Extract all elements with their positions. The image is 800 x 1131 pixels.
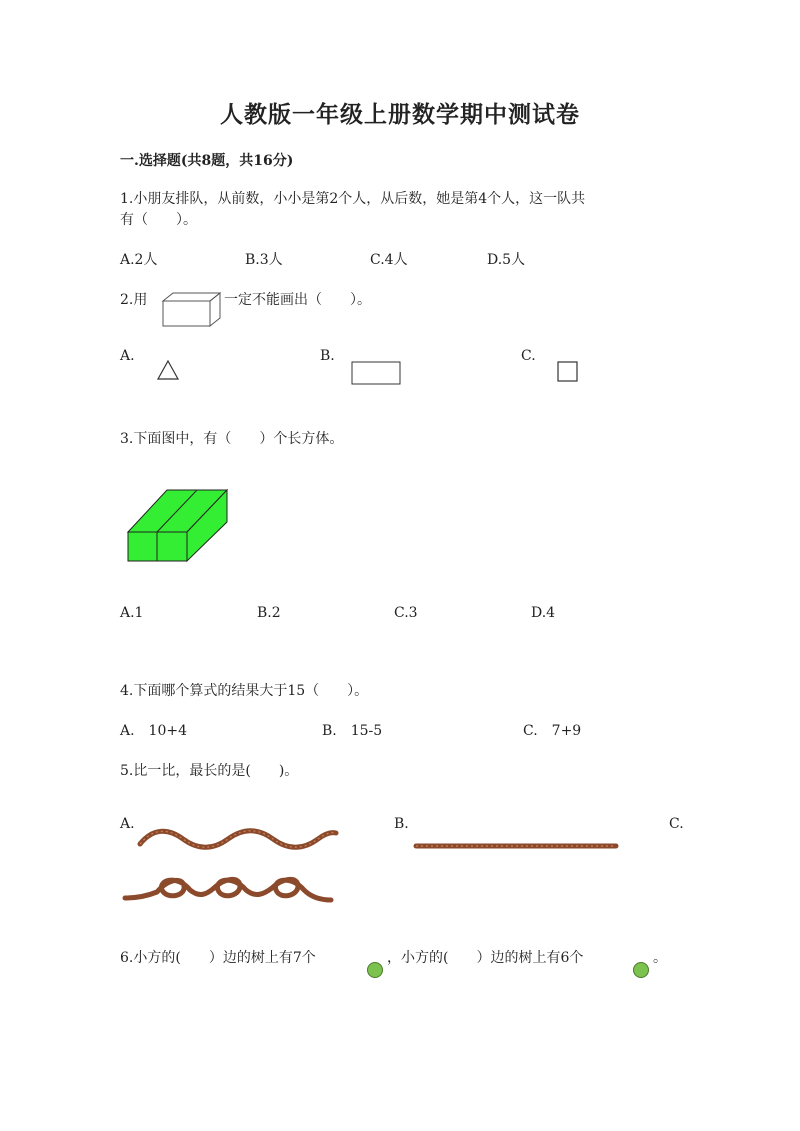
q5-option-b[interactable]: B. [394,816,409,832]
q2-option-b[interactable]: B. [320,348,335,364]
question-5-text: 5.比一比，最长的是( )。 [120,763,299,779]
question-1-line-1: 1.小朋友排队，从前数，小小是第2个人，从后数，她是第4个人，这一队共 [120,191,586,207]
q1-option-c[interactable]: C.4人 [370,252,408,268]
green-cuboids-figure [126,488,230,564]
q3-option-d[interactable]: D.4 [531,605,556,621]
q3-option-b[interactable]: B.2 [257,605,281,621]
q5-option-c[interactable]: C. [669,816,684,832]
question-6-part-3: 。 [653,950,667,966]
question-2-prefix: 2.用 [120,292,148,308]
question-4-text: 4.下面哪个算式的结果大于15（ ）。 [120,683,369,699]
section-heading: 一.选择题(共8题，共16分) [120,153,294,169]
q4-option-a[interactable]: A. 10+4 [120,723,188,739]
green-ball-icon [632,961,652,981]
q2-option-c[interactable]: C. [521,348,536,364]
q3-option-a[interactable]: A.1 [120,605,144,621]
square-shape-icon [557,361,579,383]
question-1-line-2: 有（ ）。 [120,212,197,228]
wavy-rope-icon [138,826,338,852]
triangle-shape-icon [157,360,181,382]
q5-option-a[interactable]: A. [120,816,135,832]
question-2-suffix: 一定不能画出（ ）。 [224,292,371,308]
question-3-text: 3.下面图中，有（ ）个长方体。 [120,431,344,447]
straight-rope-icon [413,841,619,851]
q4-option-b[interactable]: B. 15-5 [322,723,383,739]
green-ball-icon [366,961,386,981]
q3-option-c[interactable]: C.3 [394,605,418,621]
q1-option-b[interactable]: B.3人 [245,252,283,268]
q1-option-a[interactable]: A.2人 [120,252,158,268]
q1-option-d[interactable]: D.5人 [487,252,526,268]
question-6-part-2: ，小方的( ）边的树上有6个 [387,950,584,966]
q4-option-c[interactable]: C. 7+9 [523,723,582,739]
rectangle-shape-icon [351,361,403,386]
q2-option-a[interactable]: A. [120,348,135,364]
page-title: 人教版一年级上册数学期中测试卷 [220,101,580,128]
question-6-part-1: 6.小方的( ）边的树上有7个 [120,950,316,966]
looped-rope-icon [122,870,334,910]
cuboid-drawing-icon [160,291,224,327]
